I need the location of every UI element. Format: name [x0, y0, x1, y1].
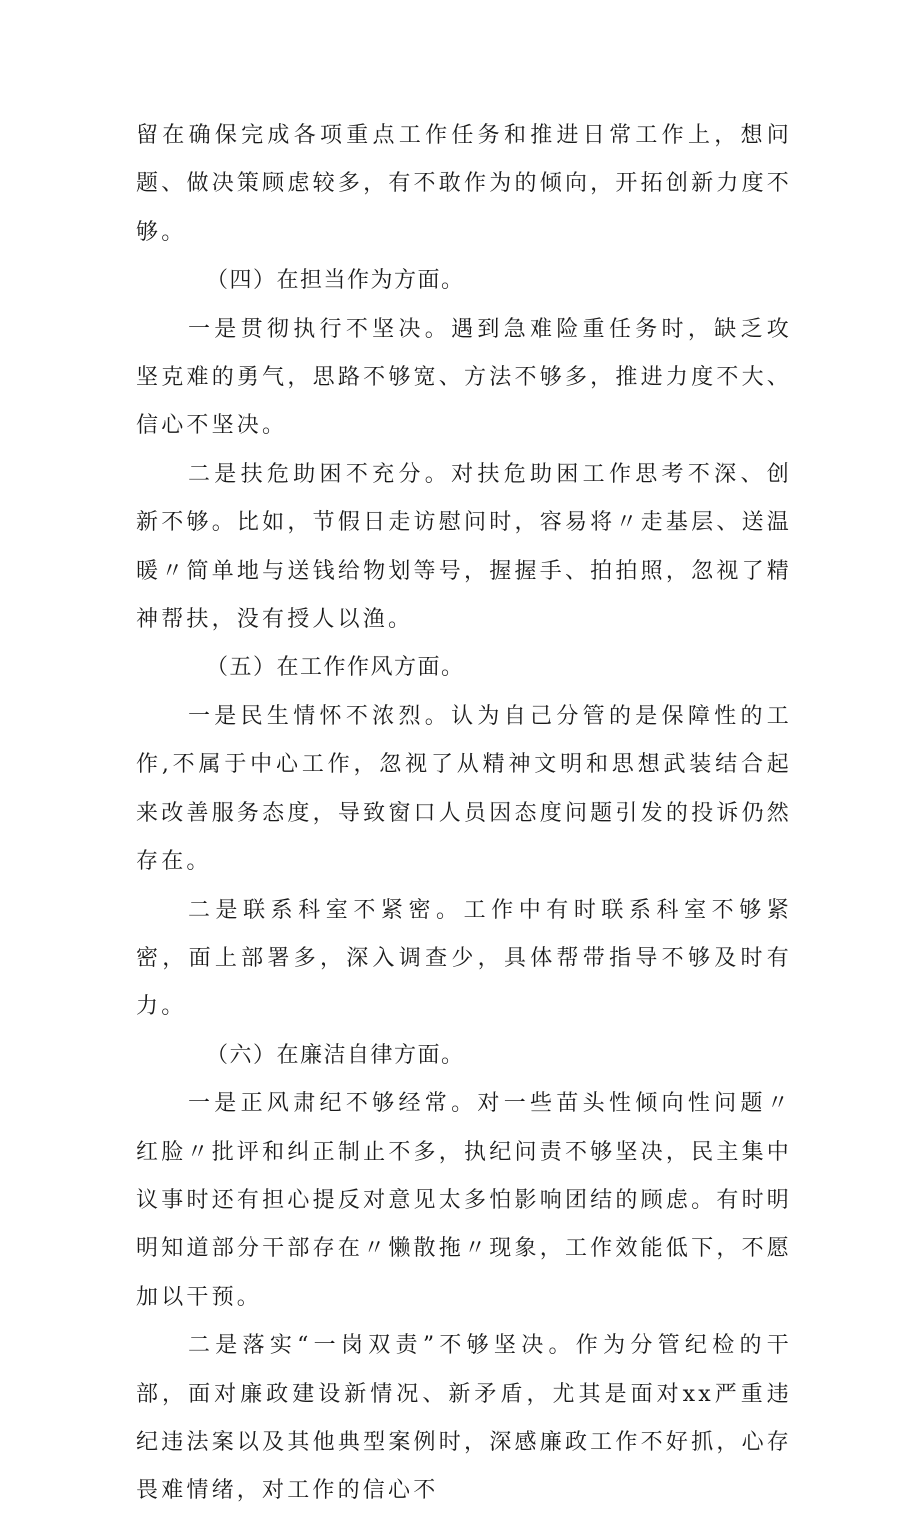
paragraph-responsibility: 二是落实“一岗双责”不够坚决。作为分管纪检的干部，面对廉政建设新情况、新矛盾，尤其是面对xx严重违纪违法案以及其他典型案例时，深感廉政工作不好抓，心存畏难情绪，对工作的信心不 — [136, 1333, 792, 1504]
section-heading-5: （五）在工作作风方面。 — [206, 655, 465, 681]
section-heading-6: （六）在廉洁自律方面。 — [206, 1042, 465, 1068]
paragraph-livelihood: 一是民生情怀不浓烈。认为自己分管的是保障性的工作,不属于中心工作，忽视了从精神文明和思想武装结合起来改善服务态度，导致窗口人员因态度问题引发的投诉仍然存在。 — [136, 703, 792, 875]
paragraph-assistance: 二是扶危助困不充分。对扶危助困工作思考不深、创新不够。比如，节假日走访慰问时，容易将〃走基层、送温暖〃简单地与送钱给物划等号，握握手、拍拍照，忽视了精神帮扶，没有授人以渔。 — [136, 461, 792, 633]
section-heading-4: （四）在担当作为方面。 — [206, 268, 465, 294]
document-body — [136, 112, 792, 1516]
paragraph-execution: 一是贯彻执行不坚决。遇到急难险重任务时，缺乏攻坚克难的勇气，思路不够宽、方法不够多，推进力度不大、信心不坚决。 — [136, 316, 792, 439]
paragraph-discipline: 一是正风肃纪不够经常。对一些苗头性倾向性问题〃红脸〃批评和纠正制止不多，执纪问责不够坚决，民主集中议事时还有担心提反对意见太多怕影响团结的顾虑。有时明明知道部分干部存在〃懒散拖〃现象，工作效能低下，不愿加以干预。 — [136, 1091, 792, 1310]
paragraph-continuation: 留在确保完成各项重点工作任务和推进日常工作上，想问题、做决策顾虑较多，有不敢作为的倾向，开拓创新力度不够。 — [136, 123, 792, 245]
paragraph-liaison: 二是联系科室不紧密。工作中有时联系科室不够紧密，面上部署多，深入调查少，具体帮带指导不够及时有力。 — [136, 897, 792, 1020]
